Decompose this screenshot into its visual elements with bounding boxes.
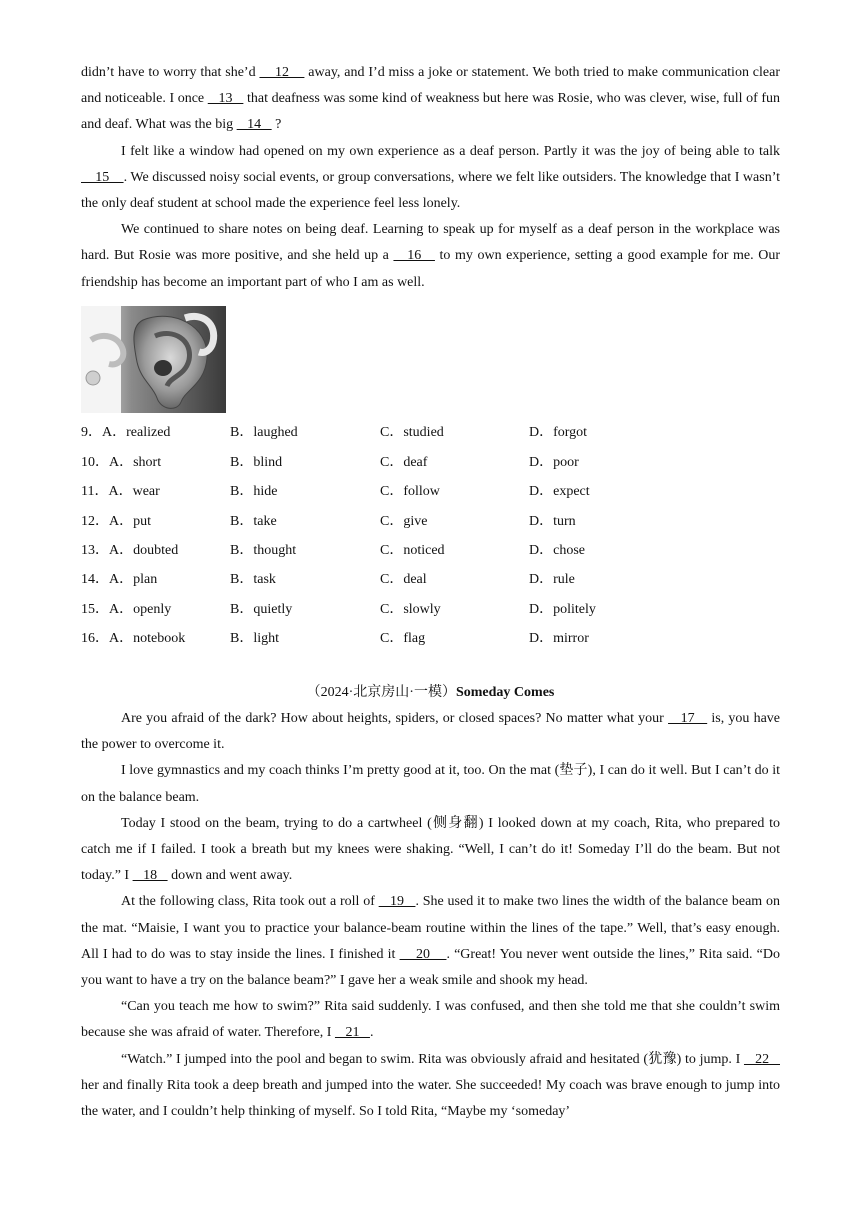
blank-19[interactable]: 19 [378,894,416,910]
option-d[interactable]: D．expect [529,484,590,500]
blank-18[interactable]: 18 [132,868,168,884]
passage2-paragraph-1: Are you afraid of the dark? How about heights, spiders, or closed spaces? No matter what your 17 is, you have the power to overcome it. [81,710,781,753]
blank-14[interactable]: 14 [236,117,272,133]
option-row [81,448,649,477]
option-d[interactable]: D．chose [529,542,585,558]
passage1-paragraph-2: I felt like a window had opened on my own experience as a deaf person. Partly it was the joy of being able to talk 15 . We discussed noisy social events, or group conversations, where we felt like outsiders. The knowledge that I wasn’t the only deaf student at school made the experience feel less lonely. [81,143,780,212]
option-a[interactable]: A．put [109,513,151,529]
option-row [81,419,649,448]
blank-20[interactable]: 20 [399,946,447,962]
passage1-paragraph-3: We continued to share notes on being deaf. Learning to speak up for myself as a deaf person in the workplace was hard. But Rosie was more positive, and she held up a 16 to my own experience, setting a good example for me. Our friendship has become an important part of who I am as well. [81,222,780,290]
option-c[interactable]: C．noticed [380,542,445,558]
blank-12[interactable]: 12 [259,65,305,80]
option-row [81,478,649,507]
option-c[interactable]: C．give [380,513,428,529]
passage2-paragraph-4: At the following class, Rita took out a roll of 19 . She used it to make two lines the width of the balance beam on the mat. “Maisie, I want you to practice your balance-beam routine within the lines of the tape.” Well, that’s easy enough. All I had to do was to stay inside the lines. I finished it 20 . “Great! You never went outside the lines,” Rita said. “Do you want to have a try on the balance beam?” I gave her a weak smile and shook my head. [81,894,780,988]
option-b[interactable]: B．light [230,631,280,647]
option-a[interactable]: A．plan [109,572,158,588]
option-b[interactable]: B．quietly [230,601,293,617]
question-number: 10． [81,454,109,470]
options-table [81,419,649,654]
option-c[interactable]: C．studied [380,425,444,441]
option-c[interactable]: C．deaf [380,454,428,470]
option-d[interactable]: D．politely [529,601,596,617]
option-a[interactable]: A．doubted [109,542,179,558]
option-b[interactable]: B．task [230,572,276,588]
question-number: 11． [81,484,109,500]
option-a[interactable]: A．notebook [109,631,186,647]
hearing-aid-icon [81,306,226,413]
option-d[interactable]: D．forgot [529,425,588,441]
blank-15[interactable]: 15 [81,169,124,185]
option-c[interactable]: C．flag [380,631,426,647]
passage1-paragraph-1: didn’t have to worry that she’d 12 away, and I’d miss a joke or statement. We both tried to make communication clear and noticeable. I once 13 that deafness was some kind of weakness but here was Rosie, who was clever, wise, full of fun and deaf. What was the big 14 ? [81,65,781,133]
option-row [81,507,649,536]
question-number: 13． [81,542,109,558]
passage2-paragraph-6: “Watch.” I jumped into the pool and began to swim. Rita was obviously afraid and hesitated (犹豫) to jump. I 22 her and finally Rita took a deep breath and jumped into the water. She succeeded! My coach was brave enough to jump into the water, and I couldn’t help thinking of myself. So I told Rita, “Maybe my ‘someday’ [81,1051,780,1119]
option-row [81,536,649,565]
section-heading [81,680,780,706]
option-row [81,595,649,624]
option-c[interactable]: C．deal [380,572,427,588]
option-a[interactable]: A．wear [108,484,160,500]
blank-16[interactable]: 16 [393,248,435,264]
question-number: 9． [81,425,102,441]
option-d[interactable]: D．poor [529,454,579,470]
blank-21[interactable]: 21 [334,1025,370,1041]
option-b[interactable]: B．thought [230,542,297,558]
document-page [81,60,780,1125]
option-a[interactable]: A．openly [109,601,172,617]
passage-title: Someday Comes [455,684,555,700]
question-number: 14． [81,572,109,588]
passage2-paragraph-5: “Can you teach me how to swim?” Rita said suddenly. I was confused, and then she told me that she couldn’t swim because she was afraid of water. Therefore, I 21 . [81,999,780,1041]
option-row [81,566,649,595]
hearing-aid-ear-photo [81,306,226,413]
blank-17[interactable]: 17 [668,710,708,726]
option-d[interactable]: D．rule [529,572,575,588]
option-a[interactable]: A．short [109,454,162,470]
option-c[interactable]: C．follow [380,484,440,500]
blank-13[interactable]: 13 [207,91,244,107]
option-b[interactable]: B．take [230,513,277,529]
option-d[interactable]: D．turn [529,513,576,529]
blank-22[interactable]: 22 [743,1051,780,1067]
option-b[interactable]: B．laughed [230,425,298,441]
question-number: 12． [81,513,109,529]
option-d[interactable]: D．mirror [529,631,589,647]
exam-source: （2024·北京房山·一模） [306,684,456,700]
option-a[interactable]: A．realized [102,425,171,441]
option-c[interactable]: C．slowly [380,601,441,617]
passage2-paragraph-3: Today I stood on the beam, trying to do a cartwheel (侧身翻) I looked down at my coach, Rita, who prepared to catch me if I failed. I took a breath but my knees were shaking. “Well, I can’t do it! Someday I’ll do the beam. But not today.” I 18 down and went away. [81,815,780,884]
option-row [81,625,649,654]
passage2-paragraph-2: I love gymnastics and my coach thinks I’m pretty good at it, too. On the mat (垫子), I can do it well. But I can’t do it on the balance beam. [81,763,780,805]
option-b[interactable]: B．blind [230,454,283,470]
question-number: 15． [81,601,109,617]
question-number: 16． [81,631,109,647]
option-b[interactable]: B．hide [230,484,278,500]
